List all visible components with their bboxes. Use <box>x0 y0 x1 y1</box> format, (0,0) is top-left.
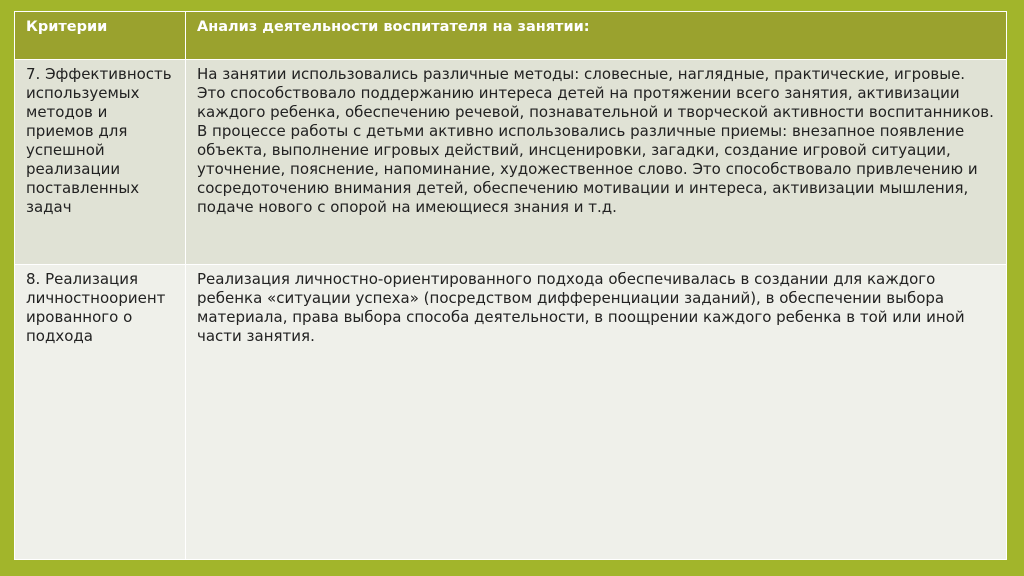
criteria-text: 8. Реализация личностноориент ированного о подхода <box>26 270 166 345</box>
analysis-paragraph: На занятии использовались различные методы: словесные, наглядные, практические, игровые. Это способствовало поддержанию интереса детей на протяжении всего занятия, активизации каждого ребенка, обеспечению речевой, познавательной и творческой активности воспитанников. <box>197 65 994 121</box>
table-row <box>15 265 1007 560</box>
analysis-table <box>14 11 1007 560</box>
criteria-cell <box>15 60 186 265</box>
header-criteria: Критерии <box>15 12 186 60</box>
analysis-paragraph: Реализация личностно-ориентированного подхода обеспечивалась в создании для каждого ребенка «ситуации успеха» (посредством дифференциации заданий), в обеспечении выбора материала, права выбора способа деятельности, в поощрении каждого ребенка в той или иной части занятия. <box>197 270 965 345</box>
analysis-cell <box>186 265 1007 560</box>
analysis-paragraph: В процессе работы с детьми активно использовались различные приемы: внезапное появление объекта, выполнение игровых действий, инсценировки, загадки, создание игровой ситуации, уточнение, пояснение, напоминание, художественное слово. Это способствовало привлечению и сосредоточению внимания детей, обеспечению мотивации и интереса, активизации мышления, подаче нового с опорой на имеющиеся знания и т.д. <box>197 122 978 216</box>
table-header-row <box>15 12 1007 60</box>
analysis-cell <box>186 60 1007 265</box>
table-row <box>15 60 1007 265</box>
criteria-cell <box>15 265 186 560</box>
criteria-text: 7. Эффективность используемых методов и приемов для успешной реализации поставленных задач <box>26 65 172 216</box>
header-analysis: Анализ деятельности воспитателя на занятии: <box>186 12 1007 60</box>
